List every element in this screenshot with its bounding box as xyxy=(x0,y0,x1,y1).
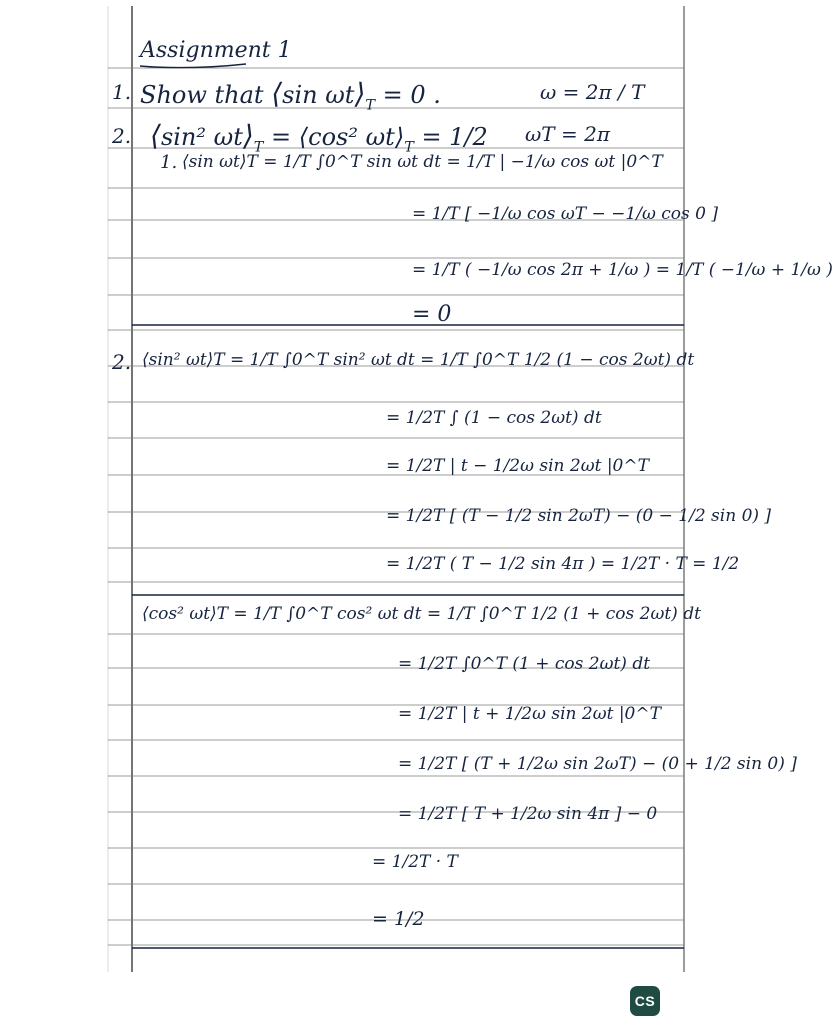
solution-3-line-1: ⟨cos² ωt⟩T = 1/T ∫0^T cos² ωt dt = 1/T ∫0^T 1/2 (1 + cos 2ωt) dt xyxy=(142,604,701,624)
solution-1-line-1: ⟨sin ωt⟩T = 1/T ∫0^T sin ωt dt = 1/T | −1/ω cos ωt |0^T xyxy=(182,152,663,172)
solution-1-line-2: = 1/T [ −1/ω cos ωT − −1/ω cos 0 ] xyxy=(412,204,718,224)
solution-2-label: 2. xyxy=(112,350,132,374)
solution-2-line-4: = 1/2T [ (T − 1/2 sin 2ωT) − (0 − 1/2 sin 0) ] xyxy=(386,506,772,526)
camscanner-badge-icon: CS xyxy=(630,986,660,1016)
problem-1-expr: sin ωt xyxy=(282,81,355,109)
problem-1-side-note: ω = 2π / T xyxy=(540,80,645,104)
problem-2-lhs: sin² ωt xyxy=(160,123,243,151)
solution-3-line-4: = 1/2T [ (T + 1/2ω sin 2ωT) − (0 + 1/2 sin 0) ] xyxy=(398,754,797,774)
problem-1-text: Show that xyxy=(140,81,264,109)
solution-2-line-5: = 1/2T ( T − 1/2 sin 4π ) = 1/2T · T = 1/2 xyxy=(386,554,740,574)
problem-2-side-note: ωT = 2π xyxy=(525,122,610,146)
solution-1-label: 1. xyxy=(160,152,178,173)
solution-3-line-3: = 1/2T | t + 1/2ω sin 2ωt |0^T xyxy=(398,704,661,724)
problem-2-rhs: = 1/2 xyxy=(421,123,488,151)
solution-1-line-4: = 0 xyxy=(412,302,452,327)
problem-2-mid: = ⟨cos² ωt⟩ xyxy=(271,123,405,151)
assignment-title: Assignment 1 xyxy=(140,38,292,63)
solution-3-line-2: = 1/2T ∫0^T (1 + cos 2ωt) dt xyxy=(398,654,651,674)
solution-2-line-2: = 1/2T ∫ (1 − cos 2ωt) dt xyxy=(386,408,602,428)
solution-2-line-1: ⟨sin² ωt⟩T = 1/T ∫0^T sin² ωt dt = 1/T ∫0^T 1/2 (1 − cos 2ωt) dt xyxy=(142,350,695,370)
problem-2-statement: ⟨sin² $\omega t⟩_T$ = ⟨cos² $\omega t⟩_T = 1/2$ xyxy=(150,119,488,156)
problem-2-number: 2. xyxy=(112,124,132,148)
solution-3-line-7: = 1/2 xyxy=(372,908,425,930)
problem-1-equals: = 0 . xyxy=(382,81,441,109)
solution-3-line-5: = 1/2T [ T + 1/2ω sin 4π ] − 0 xyxy=(398,804,658,824)
problem-1-statement: Show that ⟨sin $\omega t⟩_T = 0$ . xyxy=(140,77,441,114)
solution-1-line-3: = 1/T ( −1/ω cos 2π + 1/ω ) = 1/T ( −1/ω + 1/ω ) xyxy=(412,260,833,280)
problem-1-number: 1. xyxy=(112,80,132,104)
solution-3-line-6: = 1/2T · T xyxy=(372,852,458,872)
solution-2-line-3: = 1/2T | t − 1/2ω sin 2ωt |0^T xyxy=(386,456,649,476)
